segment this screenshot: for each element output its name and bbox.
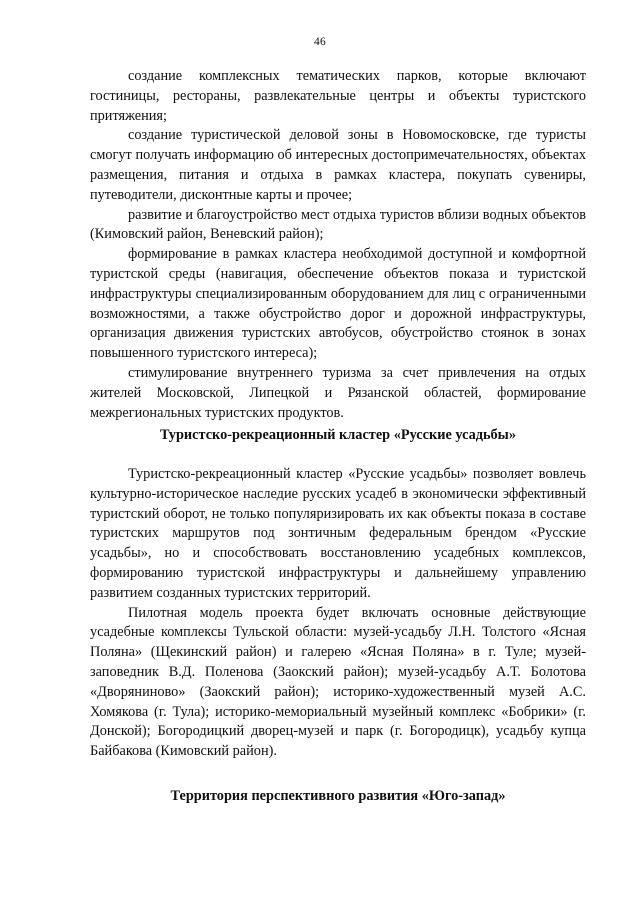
page-number: 46 xyxy=(314,36,326,48)
paragraph: стимулирование внутреннего туризма за счет привлечения на отдых жителей Московской, Липецкой и Рязанской областей, формирование межрегиональных туристских продуктов. xyxy=(90,364,586,421)
paragraph: формирование в рамках кластера необходимой доступной и комфортной туристской среды (навигация, обеспечение объектов показа и туристской инфраструктуры специализированным оборудованием для лиц с ограниченными возможностями, а также обустройство дорог и дорожной инфраструктуры, организация движения туристских автобусов, обустройство стоянок в зонах повышенного туристского интереса); xyxy=(90,246,586,362)
russian-estates-body xyxy=(90,465,586,762)
section-heading-south-west: Территория перспективного развития «Юго-запад» xyxy=(170,788,506,804)
paragraph: развитие и благоустройство мест отдыха туристов вблизи водных объектов (Кимовский район, Веневский район); xyxy=(90,206,586,243)
paragraph: Пилотная модель проекта будет включать основные действующие усадебные комплексы Тульской области: музей-усадьбу Л.Н. Толстого «Ясная Поляна» (Щекинский район) и галерею «Ясная Поляна» в г. Туле; музей-заповедник В.Д. Поленова (Заокский район); музей-усадьбу А.Т. Болотова «Дворяниново» (Заокский район); историко-художественный музей А.С. Хомякова (г. Тула); историко-мемориальный музейный комплекс «Бобрики» (г. Донской); Богородицкий дворец-музей и парк (г. Богородицк), усадьбу купца Байбакова (Кимовский район). xyxy=(90,604,586,760)
paragraph: создание туристической деловой зоны в Новомосковске, где туристы смогут получать информацию об интересных достопримечательностях, объектах размещения, питания и отдыха в рамках кластера, покупать сувениры, путеводители, дисконтные карты и прочее; xyxy=(90,127,586,203)
paragraph: Туристско-рекреационный кластер «Русские усадьбы» позволяет вовлечь культурно-историческое наследие русских усадеб в экономически эффективный туристский оборот, не только популяризировать их как объекты показа в составе туристских маршрутов под зонтичным федеральным брендом «Русские усадьбы», но и способствовать восстановлению усадебных комплексов, формированию туристской инфраструктуры и дальнейшему управлению развитием созданных туристских территорий. xyxy=(90,466,586,601)
section-heading-russian-estates: Туристско-рекреационный кластер «Русские усадьбы» xyxy=(159,427,516,443)
cluster-measures-list xyxy=(90,67,586,423)
paragraph: создание комплексных тематических парков, которые включают гостиницы, рестораны, развлекательные центры и объекты туристского притяжения; xyxy=(90,68,586,124)
